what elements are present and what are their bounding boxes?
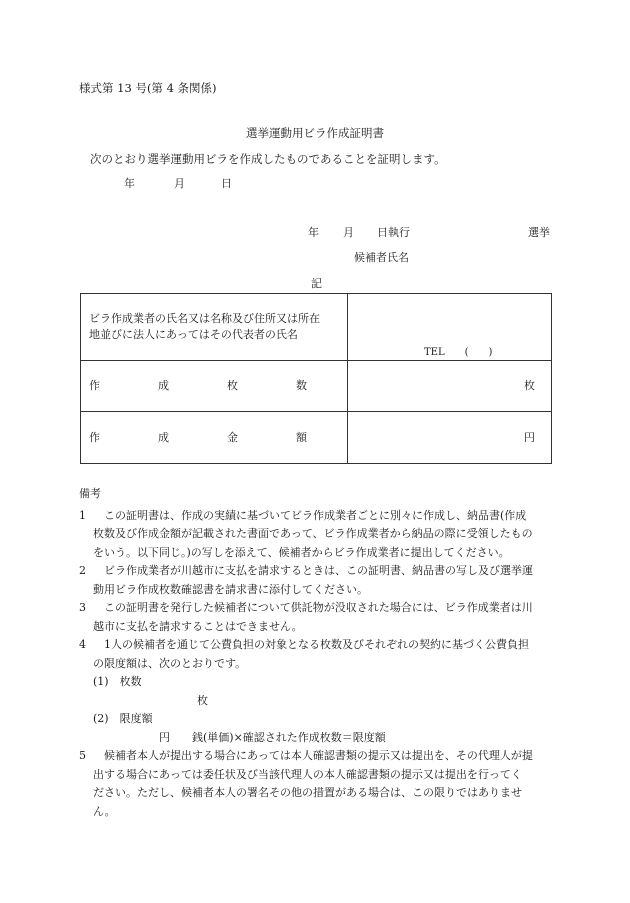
amount-unit: 円 bbox=[524, 430, 535, 444]
certification-statement: 次のとおり選挙運動用ビラを作成したものであることを証明します。 bbox=[90, 152, 446, 166]
quantity-label: 作 成 枚 数 bbox=[81, 361, 348, 412]
sub-item-1-label: (1) 枚数 bbox=[93, 675, 142, 689]
election-name: 選挙 bbox=[528, 226, 550, 239]
vendor-value[interactable] bbox=[348, 294, 552, 361]
sub-item-2-label: (2) 限度額 bbox=[93, 712, 153, 726]
tel-label: TEL ( ) bbox=[424, 347, 493, 358]
notes-section bbox=[79, 487, 553, 821]
amount-value[interactable] bbox=[348, 412, 552, 464]
quantity-unit: 枚 bbox=[524, 379, 535, 393]
election-month: 月 bbox=[343, 226, 354, 239]
note-item-1: 1 この証明書は、作成の実績に基づいてビラ作成業者ごとに別々に作成し、納品書(作成 枚数及び作成金額が記載された書面であって、ビラ作成業者から納品の際に受領したもの をいう。以下同じ。)の写しを添えて、候補者からビラ作成業者に提出してください。 bbox=[79, 508, 533, 559]
sub-item-1-unit: 枚 bbox=[197, 693, 208, 707]
date-month: 月 bbox=[174, 177, 185, 190]
date-year: 年 bbox=[124, 177, 135, 190]
table-row-vendor bbox=[81, 294, 552, 361]
ki-marker: 記 bbox=[311, 277, 322, 290]
election-year: 年 bbox=[308, 226, 319, 239]
table-row-amount bbox=[81, 412, 552, 464]
notes-heading: 備考 bbox=[79, 487, 101, 500]
document-title: 選挙運動用ビラ作成証明書 bbox=[246, 126, 384, 140]
sub-item-2-formula: 円 銭(単価)×確認された作成枚数＝限度額 bbox=[159, 730, 386, 744]
candidate-name-label: 候補者氏名 bbox=[354, 251, 409, 264]
amount-label: 作 成 金 額 bbox=[81, 412, 348, 464]
note-item-2: 2 ビラ作成業者が川越市に支払を請求するときは、この証明書、納品書の写し及び選挙運 動用ビラ作成枚数確認書を請求書に添付してください。 bbox=[79, 564, 533, 596]
election-day-exec: 日執行 bbox=[377, 226, 410, 239]
note-item-5: 5 候補者本人が提出する場合にあっては本人確認書類の提示又は提出を、その代理人が提 出する場合にあっては委任状及び当該代理人の本人確認書類の提示又は提出を行ってく ださい。ただし、候補者本人の署名その他の措置がある場合は、この限りではありませ ん。 bbox=[79, 749, 533, 818]
date-day: 日 bbox=[221, 177, 232, 190]
certificate-table bbox=[80, 293, 552, 464]
note-item-3: 3 この証明書を発行した候補者について供託物が没収された場合には、ビラ作成業者は川 越市に支払を請求することはできません。 bbox=[79, 601, 533, 633]
table-row-quantity bbox=[81, 361, 552, 412]
form-number: 様式第 13 号(第 4 条関係) bbox=[79, 81, 217, 95]
quantity-value[interactable] bbox=[348, 361, 552, 412]
vendor-label: ビラ作成業者の氏名又は名称及び住所又は所在 地並びに法人にあってはその代表者の氏名 bbox=[81, 294, 348, 361]
note-item-4: 4 1人の候補者を通じて公費負担の対象となる枚数及びそれぞれの契約に基づく公費負担 の限度額は、次のとおりです。 bbox=[79, 638, 529, 670]
